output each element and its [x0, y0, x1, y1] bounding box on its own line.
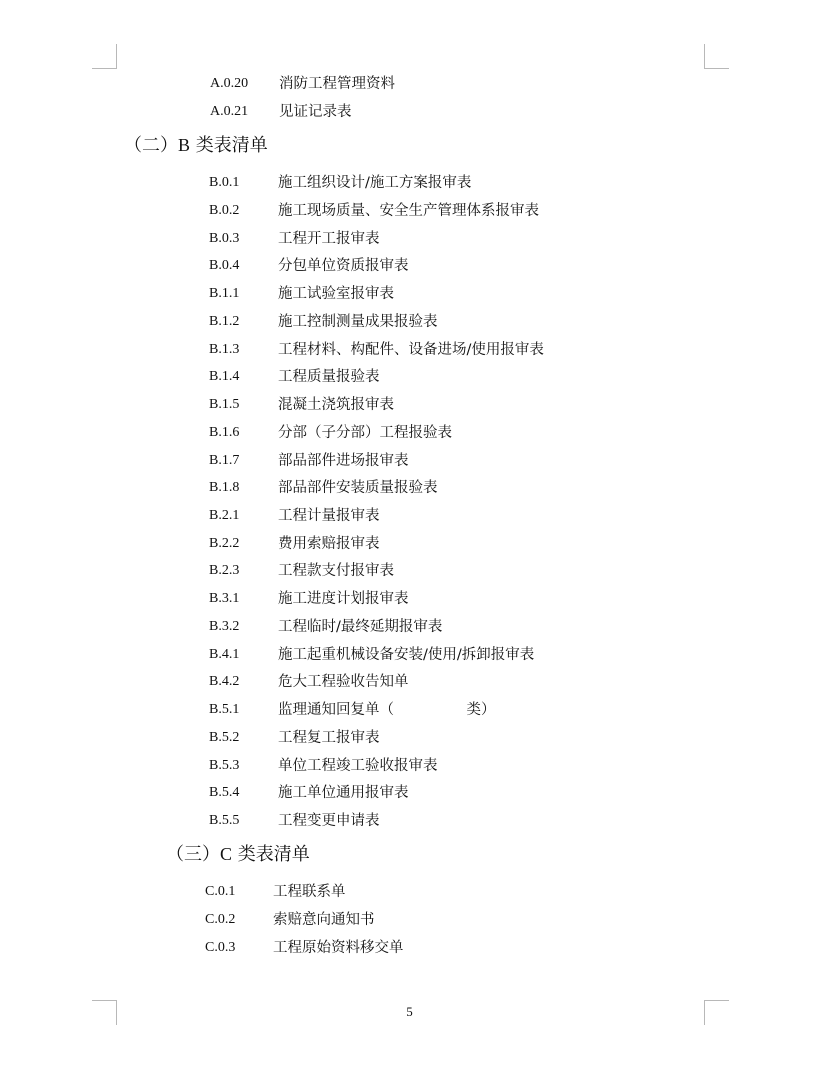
- heading-prefix: （二）: [124, 135, 178, 156]
- item-title: 施工组织设计/施工方案报审表: [278, 175, 472, 191]
- item-title: 工程复工报审表: [278, 730, 380, 746]
- item-title: 施工控制测量成果报验表: [278, 314, 438, 330]
- item-code: B.5.3: [209, 758, 240, 773]
- item-code: C.0.3: [205, 940, 236, 955]
- item-title: 索赔意向通知书: [273, 912, 375, 928]
- item-title: 工程计量报审表: [278, 508, 380, 524]
- item-title: 施工单位通用报审表: [278, 785, 409, 801]
- item-title: 工程质量报验表: [278, 369, 380, 385]
- item-title: 施工试验室报审表: [278, 286, 394, 302]
- heading-letter: B: [178, 135, 191, 155]
- item-code: B.0.3: [209, 231, 240, 246]
- item-title: 混凝土浇筑报审表: [278, 397, 394, 413]
- item-code: B.4.1: [209, 647, 240, 662]
- item-title: 费用索赔报审表: [278, 536, 380, 552]
- item-title: 工程款支付报审表: [278, 563, 394, 579]
- item-code: A.0.20: [210, 76, 249, 91]
- item-code: B.5.4: [209, 785, 240, 800]
- crop-mark-top-right: [704, 44, 729, 69]
- item-title: 施工进度计划报审表: [278, 591, 409, 607]
- item-title: 工程材料、构配件、设备进场/使用报审表: [278, 342, 544, 358]
- item-title: 监理通知回复单（ 类）: [278, 702, 496, 718]
- item-title: 工程临时/最终延期报审表: [278, 619, 443, 635]
- item-code: B.0.4: [209, 258, 240, 273]
- heading-suffix: 类表清单: [232, 844, 310, 865]
- item-code: B.5.5: [209, 813, 240, 828]
- item-code: B.0.2: [209, 203, 240, 218]
- item-code: B.1.8: [209, 480, 240, 495]
- item-title: 工程联系单: [273, 884, 346, 900]
- item-title: 施工起重机械设备安装/使用/拆卸报审表: [278, 647, 535, 663]
- heading-prefix: （三）: [166, 844, 220, 865]
- item-code: B.5.2: [209, 730, 240, 745]
- item-code: C.0.1: [205, 884, 236, 899]
- item-code: B.2.3: [209, 563, 240, 578]
- item-code: B.2.1: [209, 508, 240, 523]
- heading-letter: C: [220, 844, 233, 864]
- page-number: 5: [406, 1004, 413, 1019]
- item-title: 危大工程验收告知单: [278, 674, 409, 690]
- item-title: 单位工程竣工验收报审表: [278, 758, 438, 774]
- item-code: B.1.4: [209, 369, 240, 384]
- heading-suffix: 类表清单: [190, 135, 268, 156]
- item-code: B.3.1: [209, 591, 240, 606]
- item-title: 分部（子分部）工程报验表: [278, 425, 452, 441]
- item-title: 工程变更申请表: [278, 813, 380, 829]
- item-code: B.0.1: [209, 175, 240, 190]
- item-title: 施工现场质量、安全生产管理体系报审表: [278, 203, 539, 219]
- section-heading-c: [166, 840, 310, 868]
- section-heading-b: [124, 131, 268, 159]
- item-code: A.0.21: [210, 104, 249, 119]
- item-title: 消防工程管理资料: [279, 76, 395, 92]
- item-title: 分包单位资质报审表: [278, 258, 409, 274]
- item-title: 工程开工报审表: [278, 231, 380, 247]
- item-title: 部品部件安装质量报验表: [278, 480, 438, 496]
- item-code: B.1.7: [209, 453, 240, 468]
- item-code: B.1.1: [209, 286, 240, 301]
- item-code: B.1.2: [209, 314, 240, 329]
- item-code: C.0.2: [205, 912, 236, 927]
- item-title: 工程原始资料移交单: [273, 940, 404, 956]
- item-code: B.2.2: [209, 536, 240, 551]
- item-code: B.1.6: [209, 425, 240, 440]
- item-title: 见证记录表: [279, 104, 352, 120]
- item-code: B.1.3: [209, 342, 240, 357]
- crop-mark-top-left: [92, 44, 117, 69]
- item-code: B.1.5: [209, 397, 240, 412]
- item-code: B.5.1: [209, 702, 240, 717]
- item-code: B.3.2: [209, 619, 240, 634]
- item-code: B.4.2: [209, 674, 240, 689]
- item-title: 部品部件进场报审表: [278, 453, 409, 469]
